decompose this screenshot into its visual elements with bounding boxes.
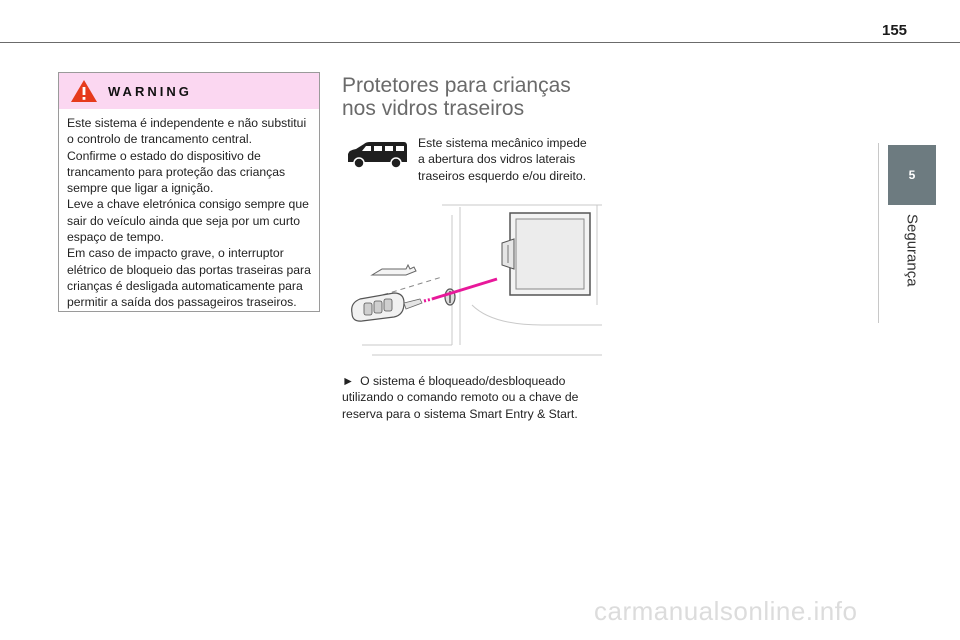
warning-line: Leve a chave eletrónica consigo sempre que [67,197,309,212]
section-title-line: Protetores para crianças [342,74,571,97]
warning-line: espaço de tempo. [67,230,164,245]
warning-box [58,72,320,312]
warning-triangle-icon [70,79,98,103]
van-icon [346,140,408,170]
step-arrow-icon: ► [342,374,355,388]
warning-label: WARNING [108,83,192,99]
warning-line: o controlo de trancamento central. [67,132,252,147]
warning-text [59,109,319,311]
warning-line: Em caso de impacto grave, o interruptor [67,246,284,261]
intro-line: Este sistema mecânico impede [418,136,587,150]
warning-line: sair do veículo ainda que seja por um curto [67,213,301,228]
warning-line: trancamento para proteção das crianças [67,164,286,179]
section-title [342,74,602,120]
step-text [342,373,582,422]
intro-line: a abertura dos vidros laterais [418,152,576,167]
warning-line: permitir a saída dos passageiros traseiros. [67,295,297,310]
warning-line: crianças é desligada automaticamente para [67,278,303,293]
warning-line: sempre que ligar a ignição. [67,181,214,196]
header-divider [0,42,960,43]
section-title-line: nos vidros traseiros [342,97,525,120]
step-line [342,373,582,389]
chapter-title: Segurança [903,214,921,287]
step-line: utilizando o comando remoto ou a chave de [342,390,579,405]
chapter-title-block [868,210,956,300]
warning-line: Confirme o estado do dispositivo de [67,148,261,163]
chapter-number-tab[interactable] [888,145,936,205]
intro-text [418,135,598,184]
warning-line: elétrico de bloqueio das portas traseiras para [67,262,311,277]
chapter-number: 5 [908,168,916,182]
watermark: carmanualsonline.info [594,596,858,626]
step-line: reserva para o sistema Smart Entry & Start. [342,406,578,421]
warning-header [59,73,319,109]
child-lock-illustration [342,195,610,363]
step-line-text: O sistema é bloqueado/desbloqueado [360,374,566,388]
page-number: 155 [882,22,908,39]
intro-line: traseiros esquerdo e/ou direito. [418,168,587,183]
warning-line: Este sistema é independente e não substitui [67,116,307,130]
